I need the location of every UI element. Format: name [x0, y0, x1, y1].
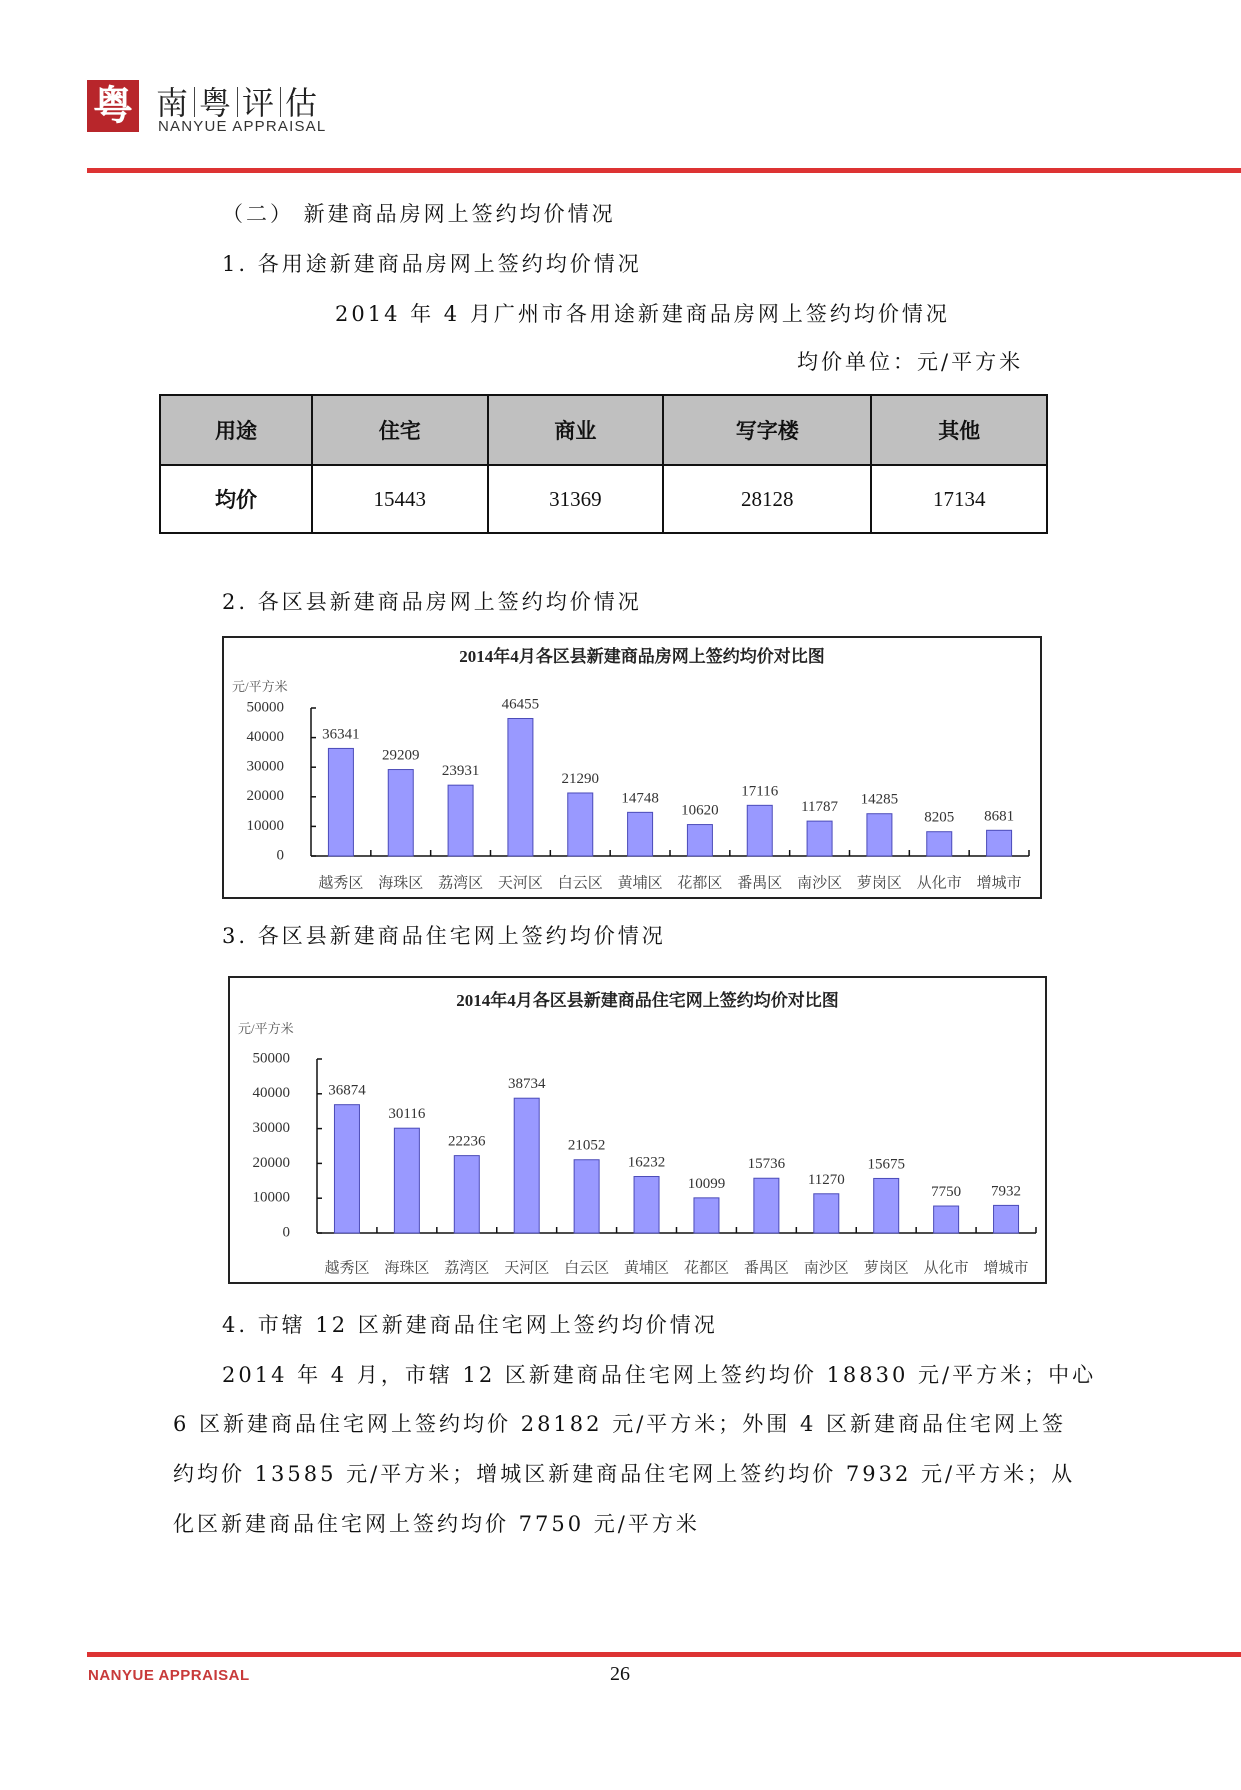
- bar: [448, 785, 473, 856]
- bar: [334, 1105, 359, 1233]
- data-label: 8205: [924, 809, 955, 826]
- x-tick-label: 萝岗区: [863, 1260, 909, 1277]
- section-heading: （二） 新建商品房网上签约均价情况: [222, 202, 616, 226]
- data-label: 29209: [382, 747, 420, 764]
- logo-char: 粤: [199, 84, 234, 122]
- bar: [927, 832, 952, 856]
- data-label: 30116: [388, 1106, 426, 1123]
- table-cell: 31369: [488, 465, 664, 533]
- x-tick-label: 增城市: [976, 875, 1022, 892]
- bar: [508, 718, 533, 856]
- table-header-row: [160, 395, 1047, 465]
- data-label: 8681: [984, 808, 1015, 825]
- y-tick-label: 20000: [252, 1154, 290, 1171]
- subheading-3: 3. 各区县新建商品住宅网上签约均价情况: [222, 924, 666, 948]
- x-tick-label: 黄埔区: [617, 875, 663, 892]
- table-header-cell: 商业: [488, 395, 664, 465]
- y-tick-label: 0: [282, 1224, 290, 1241]
- table-row-label: 均价: [160, 465, 312, 533]
- logo-mark: [87, 80, 139, 132]
- x-tick-label: 荔湾区: [438, 875, 484, 892]
- y-tick-label: 10000: [252, 1189, 290, 1206]
- table-row: [160, 465, 1047, 533]
- x-tick-label: 荔湾区: [444, 1260, 490, 1277]
- data-label: 21290: [561, 770, 599, 787]
- x-tick-label: 白云区: [564, 1260, 610, 1277]
- data-label: 7750: [931, 1184, 962, 1201]
- subheading-4: 4. 市辖 12 区新建商品住宅网上签约均价情况: [222, 1313, 718, 1337]
- chart-commercial-housing-svg: [224, 638, 1040, 897]
- logo-char: 估: [285, 84, 320, 122]
- data-label: 23931: [441, 763, 480, 780]
- bar: [807, 821, 832, 856]
- logo-char: 南: [156, 84, 191, 122]
- subheading-1: 1. 各用途新建商品房网上签约均价情况: [222, 252, 642, 276]
- data-label: 11787: [801, 799, 839, 816]
- bar: [694, 1198, 719, 1233]
- y-tick-label: 50000: [246, 699, 284, 716]
- x-tick-label: 越秀区: [318, 875, 364, 892]
- y-tick-label: 40000: [246, 729, 284, 746]
- bar: [687, 825, 712, 856]
- logo-glyph: 粤: [93, 83, 133, 129]
- table-header-cell: 写字楼: [663, 395, 871, 465]
- data-label: 36341: [322, 726, 360, 743]
- y-tick-label: 20000: [246, 788, 284, 805]
- footer-brand: NANYUE APPRAISAL: [88, 1667, 250, 1684]
- bar: [867, 814, 892, 856]
- data-label: 36874: [328, 1082, 366, 1099]
- data-label: 15736: [747, 1156, 786, 1173]
- table-header-cell: 其他: [871, 395, 1047, 465]
- x-tick-label: 番禺区: [737, 875, 783, 892]
- logo-divider: [237, 87, 238, 117]
- data-label: 10620: [681, 802, 719, 819]
- bar: [987, 830, 1012, 856]
- chart-residential: [228, 976, 1047, 1284]
- x-tick-label: 天河区: [497, 875, 543, 892]
- x-tick-label: 天河区: [504, 1260, 550, 1277]
- paragraph-line: 约均价 13585 元/平方米；增城区新建商品住宅网上签约均价 7932 元/平方米；从: [173, 1462, 1076, 1486]
- y-tick-label: 30000: [252, 1120, 290, 1137]
- data-label: 14748: [621, 790, 659, 807]
- x-tick-label: 越秀区: [324, 1260, 370, 1277]
- x-tick-label: 南沙区: [803, 1260, 849, 1277]
- x-tick-label: 增城市: [983, 1260, 1029, 1277]
- y-tick-label: 10000: [246, 817, 284, 834]
- table-unit: 均价单位：元/平方米: [797, 350, 1024, 374]
- chart-commercial-housing: [222, 636, 1042, 899]
- subheading-2: 2. 各区县新建商品房网上签约均价情况: [222, 590, 642, 614]
- bar: [514, 1098, 539, 1233]
- x-tick-label: 海珠区: [378, 875, 424, 892]
- y-axis-label: 元/平方米: [232, 678, 288, 694]
- y-tick-label: 40000: [252, 1085, 290, 1102]
- bar: [814, 1194, 839, 1233]
- data-label: 15675: [867, 1156, 905, 1173]
- footer-divider: [87, 1652, 1241, 1657]
- x-tick-label: 花都区: [683, 1260, 729, 1277]
- data-label: 16232: [627, 1154, 666, 1171]
- bar: [388, 770, 413, 856]
- bar: [934, 1206, 959, 1233]
- bar: [394, 1128, 419, 1233]
- y-tick-label: 50000: [252, 1050, 290, 1067]
- table-header-cell: 用途: [160, 395, 312, 465]
- y-axis-label: 元/平方米: [238, 1020, 294, 1036]
- x-tick-label: 萝岗区: [856, 875, 902, 892]
- x-tick-label: 从化市: [923, 1260, 969, 1277]
- y-tick-label: 30000: [246, 758, 284, 775]
- bar: [574, 1160, 599, 1233]
- page-number: 26: [610, 1663, 630, 1685]
- x-tick-label: 花都区: [677, 875, 723, 892]
- data-label: 46455: [501, 696, 540, 713]
- header-divider: [87, 168, 1241, 173]
- chart-title: 2014年4月各区县新建商品住宅网上签约均价对比图: [456, 990, 839, 1010]
- data-label: 17116: [741, 783, 779, 800]
- bar: [874, 1178, 899, 1233]
- chart-title: 2014年4月各区县新建商品房网上签约均价对比图: [459, 646, 825, 666]
- logo-english-name: NANYUE APPRAISAL: [158, 118, 327, 135]
- table-cell: 28128: [663, 465, 871, 533]
- table-caption: 2014 年 4 月广州市各用途新建商品房网上签约均价情况: [335, 302, 950, 326]
- bar: [747, 805, 772, 856]
- price-by-use-table: [159, 394, 1048, 534]
- data-label: 21052: [567, 1137, 606, 1154]
- bar: [568, 793, 593, 856]
- logo-divider: [194, 87, 195, 117]
- x-tick-label: 海珠区: [384, 1260, 430, 1277]
- paragraph-line: 2014 年 4 月，市辖 12 区新建商品住宅网上签约均价 18830 元/平方米；中心: [222, 1363, 1097, 1387]
- paragraph-line: 6 区新建商品住宅网上签约均价 28182 元/平方米；外围 4 区新建商品住宅网上签: [173, 1412, 1066, 1436]
- bar: [454, 1156, 479, 1233]
- logo-divider: [280, 87, 281, 117]
- data-label: 14285: [860, 791, 899, 808]
- x-tick-label: 白云区: [557, 875, 603, 892]
- x-tick-label: 南沙区: [797, 875, 843, 892]
- data-label: 7932: [991, 1183, 1022, 1200]
- data-label: 22236: [448, 1133, 486, 1150]
- x-tick-label: 从化市: [916, 875, 962, 892]
- data-label: 11270: [807, 1171, 845, 1188]
- bar: [634, 1177, 659, 1233]
- data-label: 38734: [507, 1076, 546, 1093]
- x-tick-label: 番禺区: [743, 1260, 789, 1277]
- table-cell: 17134: [871, 465, 1047, 533]
- bar: [754, 1178, 779, 1233]
- table-cell: 15443: [312, 465, 488, 533]
- bar: [628, 812, 653, 856]
- y-tick-label: 0: [276, 847, 284, 864]
- x-tick-label: 黄埔区: [624, 1260, 670, 1277]
- table-header-cell: 住宅: [312, 395, 488, 465]
- data-label: 10099: [687, 1175, 726, 1192]
- logo-char: 评: [242, 84, 277, 122]
- chart-residential-svg: [230, 978, 1045, 1282]
- bar: [994, 1205, 1019, 1233]
- paragraph-line: 化区新建商品住宅网上签约均价 7750 元/平方米: [173, 1512, 700, 1536]
- bar: [328, 748, 353, 856]
